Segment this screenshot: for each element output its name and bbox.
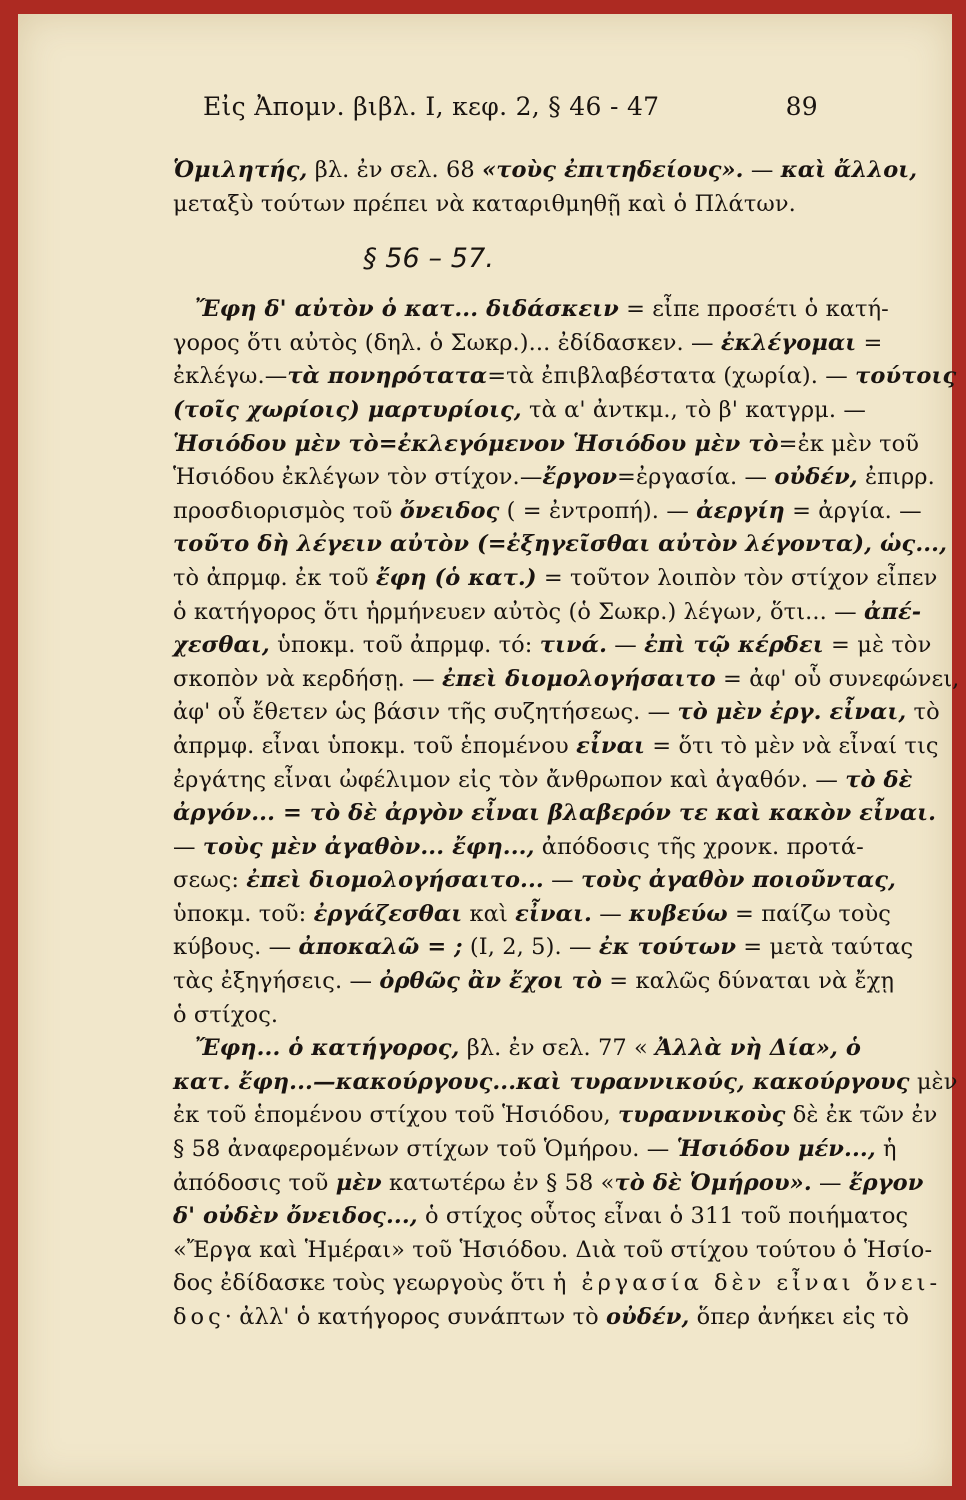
book-page <box>18 14 960 1486</box>
text-run: =τὰ ἐπιβλαβέστατα (χωρία). — <box>487 363 856 390</box>
emphasized-term: ἀργόν... = τὸ δὲ ἀργὸν εἶναι βλαβερόν τε καὶ κακὸν εἶναι. <box>173 800 937 827</box>
text-run: τὰ α' ἀντκμ., τὸ β' κατγρμ. — <box>521 396 866 423</box>
text-run: ἀφ' οὗ ἔθετεν ὡς βάσιν τῆς συζητήσεως. — <box>173 699 678 726</box>
commentary-text <box>173 154 960 1335</box>
text-run: = εἶπε προσέτι ὁ κατή- <box>618 296 889 323</box>
emphasized-term: ἔργον <box>542 464 618 491</box>
text-line <box>173 188 823 222</box>
text-run: βλ. ἐν σελ. 77 « <box>459 1035 656 1062</box>
text-run: δος <box>173 1304 225 1330</box>
text-run: ἐργάτης εἶναι ὠφέλιμον εἰς τὸν ἄνθρωπον καὶ ἀγαθόν. — <box>173 766 846 793</box>
text-line <box>173 696 940 730</box>
text-line <box>173 327 883 361</box>
text-run: = ὅτι τὸ μὲν νὰ εἶναί τις <box>644 732 939 759</box>
text-run: = μετὰ ταύτας <box>736 934 914 961</box>
text-run: = τοῦτον λοιπὸν τὸν στίχον εἶπεν <box>536 564 938 591</box>
emphasized-term: ἐκλέγομαι <box>720 329 857 356</box>
text-run: ὑποκμ. τοῦ ἀπρμφ. τό: <box>269 632 540 659</box>
emphasized-term: τοὺς ἀγαθὸν ποιοῦντας, <box>580 867 896 894</box>
page-header <box>203 92 818 121</box>
text-run: γορος ὅτι αὐτὸς (δηλ. ὁ Σωκρ.)... ἐδίδασκεν. — <box>173 329 721 356</box>
emphasized-term: ἔργον <box>848 1169 924 1196</box>
text-run: Ἡσιόδου ἐκλέγων τὸν στίχον.— <box>173 464 543 491</box>
text-run: σκοπὸν νὰ κερδήσῃ. — <box>173 665 443 692</box>
emphasized-term: τοὺς μὲν ἀγαθὸν... ἔφη..., <box>202 833 535 860</box>
text-run: ἡ <box>875 1136 897 1163</box>
emphasized-term: ἔφη (ὁ κατ.) <box>375 564 537 591</box>
text-run: ὑποκμ. τοῦ: <box>173 900 314 927</box>
text-line <box>173 831 864 865</box>
text-run: τὸ <box>906 699 940 726</box>
text-line <box>173 663 960 697</box>
text-run: ὁ στίχος. <box>173 1001 279 1028</box>
text-line <box>173 1267 942 1301</box>
emphasized-term: χεσθαι, <box>173 632 270 659</box>
text-run: · ἀλλ' ὁ κατήγορος συνάπτων τὸ <box>224 1304 607 1330</box>
text-line <box>173 461 935 495</box>
page-number: 89 <box>785 92 818 121</box>
text-run: σεως: <box>173 867 247 894</box>
text-run: ἀπόδοσις τοῦ <box>173 1169 336 1196</box>
text-run: ὁ κατήγορος ὅτι ἡρμήνευεν αὐτὸς (ὁ Σωκρ.) λέγων, ὅτι... — <box>173 598 864 625</box>
text-line <box>173 293 889 327</box>
emphasized-term: τυραννικοὺς <box>618 1102 786 1129</box>
emphasized-term: ἐπεὶ διομολογήσαιτο <box>442 665 716 692</box>
text-line <box>173 1234 933 1268</box>
emphasized-term: (τοῖς χωρίοις) μαρτυρίοις, <box>173 396 522 423</box>
emphasized-term: καὶ ἄλλοι, <box>780 157 918 183</box>
text-run: (I, 2, 5). — <box>462 934 599 961</box>
emphasized-term: ἀποκαλῶ = ; <box>298 934 463 961</box>
emphasized-term: ἐπεὶ διομολογήσαιτο... <box>246 867 544 894</box>
text-run: μεταξὺ τούτων πρέπει νὰ καταριθμηθῇ καὶ ὁ Πλάτων. <box>173 190 796 217</box>
emphasized-term: μὲν <box>335 1169 382 1196</box>
emphasized-term: τούτοις <box>855 363 957 390</box>
text-run: δὲ ἐκ τῶν ἐν <box>785 1102 938 1129</box>
emphasized-term: ὀρθῶς ἂν ἔχοι τὸ <box>379 968 603 995</box>
emphasized-term: ἐργάζεσθαι <box>313 900 463 927</box>
text-run: δος ἐδίδασκε τοὺς γεωργοὺς ὅτι <box>173 1270 553 1297</box>
text-run: κύβους. — <box>173 934 299 961</box>
running-title: Εἰς Ἀπομν. βιβλ. I, κεφ. 2, § 46 - 47 <box>203 92 660 121</box>
emphasized-term: οὐδέν, <box>774 464 858 491</box>
text-run: ὁ στίχος οὗτος εἶναι ὁ 311 τοῦ ποιήματος <box>417 1203 909 1230</box>
text-line <box>173 931 914 965</box>
text-line <box>173 562 938 596</box>
text-run: προσδιορισμὸς τοῦ <box>173 497 400 524</box>
text-line <box>173 1099 938 1133</box>
text-run: κατωτέρω ἐν § 58 « <box>381 1169 615 1196</box>
text-line <box>173 898 892 932</box>
text-run: = ἀργία. — <box>784 497 922 524</box>
emphasized-term: Ἀλλὰ νὴ Δία», ὁ <box>655 1035 862 1062</box>
text-line <box>173 797 937 831</box>
emphasized-term: Ἡσιόδου μέν..., <box>676 1136 876 1163</box>
text-line <box>173 864 896 898</box>
emphasized-term: τὸ δὲ Ὁμήρου». <box>614 1169 812 1196</box>
text-run: =ἐκ μὲν τοῦ <box>778 430 920 457</box>
text-run: =ἐργασία. — <box>617 464 775 491</box>
text-run: § 58 ἀναφερομένων στίχων τοῦ Ὁμήρου. — <box>173 1136 677 1163</box>
text-run: βλ. ἐν σελ. 68 <box>307 157 483 183</box>
text-run: τὰς ἐξηγήσεις. — <box>173 968 380 995</box>
emphasized-term: οὐδέν, <box>606 1304 690 1330</box>
text-line <box>173 1301 910 1335</box>
emphasized-term: κατ. ἔφη...—κακούργους...καὶ τυραννικούς, κακούργους <box>173 1068 910 1095</box>
text-run: ( = ἐντροπή). — <box>499 497 697 524</box>
text-run: — <box>543 867 581 894</box>
text-run: ἡ ἐργασία δὲν εἶναι ὄνει- <box>552 1270 942 1297</box>
text-line <box>173 1167 924 1201</box>
text-line <box>173 1066 958 1100</box>
text-run: — <box>811 1169 849 1196</box>
text-run: — <box>173 833 203 860</box>
text-line <box>173 1133 897 1167</box>
text-line <box>173 965 895 999</box>
text-line <box>173 1032 862 1066</box>
section-heading: § 56 – 57. <box>363 243 495 275</box>
emphasized-term: κυβεύω <box>629 900 728 927</box>
emphasized-term: εἶναι. <box>515 900 592 927</box>
text-run: καὶ <box>462 900 516 927</box>
text-line <box>173 495 922 529</box>
text-line <box>173 596 922 630</box>
emphasized-term: ἐπὶ τῷ κέρδει <box>644 632 824 659</box>
text-run: — <box>591 900 630 927</box>
text-line <box>173 764 913 798</box>
text-run: = ἀφ' οὗ συνεφώνει, <box>715 665 960 692</box>
text-line <box>173 730 939 764</box>
text-line <box>173 1200 909 1234</box>
text-run: μὲν <box>909 1068 958 1095</box>
emphasized-term: δ' οὐδὲν ὄνειδος..., <box>173 1203 418 1230</box>
emphasized-term: τὰ πονηρότατα <box>287 363 488 390</box>
text-line <box>173 528 948 562</box>
text-run: = καλῶς δύναται νὰ ἔχῃ <box>602 968 895 995</box>
text-line <box>173 428 920 462</box>
text-run: = μὲ τὸν <box>823 632 932 659</box>
text-run: = παίζω τοὺς <box>727 900 892 927</box>
text-line <box>173 999 823 1033</box>
text-run: ἀπόδοσις τῆς χρονκ. προτά- <box>534 833 864 860</box>
emphasized-term: τὸ μὲν ἐργ. εἶναι, <box>677 699 907 726</box>
emphasized-term: τινά. <box>539 632 608 659</box>
emphasized-term: Ἔφη δ' αὐτὸν ὁ κατ... διδάσκειν <box>195 296 619 323</box>
emphasized-term: ἐκ τούτων <box>598 934 737 961</box>
emphasized-term: τοῦτο δὴ λέγειν αὐτὸν (=ἐξηγεῖσθαι αὐτὸν λέγοντα), ὡς..., <box>173 531 948 558</box>
text-run: = <box>856 329 883 356</box>
text-line <box>173 629 932 663</box>
text-run: ὅπερ ἀνήκει εἰς τὸ <box>689 1304 910 1330</box>
emphasized-term: Ἔφη... ὁ κατήγορος, <box>195 1035 460 1062</box>
emphasized-term: Ἡσιόδου μὲν τὸ=ἐκλεγόμενον Ἡσιόδου μὲν τὸ <box>173 430 779 457</box>
text-line <box>173 154 918 188</box>
emphasized-term: ὄνειδος <box>399 497 500 524</box>
text-run: ἀπρμφ. εἶναι ὑποκμ. τοῦ ἑπομένου <box>173 732 577 759</box>
text-run: τὸ ἀπρμφ. ἐκ τοῦ <box>173 564 376 591</box>
text-run: — <box>743 157 781 183</box>
text-line <box>173 394 866 428</box>
text-run: ἐκ τοῦ ἑπομένου στίχου τοῦ Ἡσιόδου, <box>173 1102 619 1129</box>
emphasized-term: ἀεργίη <box>696 497 785 524</box>
emphasized-term: Ὁμιλητής, <box>173 157 308 183</box>
text-line <box>173 360 957 394</box>
emphasized-term: τὸ δὲ <box>845 766 913 793</box>
text-run: ἐκλέγω.— <box>173 363 288 390</box>
text-run: ἐπιρρ. <box>857 464 935 491</box>
text-run: — <box>607 632 645 659</box>
emphasized-term: «τοὺς ἐπιτηδείους». <box>482 157 744 183</box>
text-run: «Ἔργα καὶ Ἡμέραι» τοῦ Ἡσιόδου. Διὰ τοῦ στίχου τούτου ὁ Ἡσίο- <box>173 1236 933 1263</box>
emphasized-term: ἀπέ- <box>863 598 922 625</box>
emphasized-term: εἶναι <box>576 732 645 759</box>
